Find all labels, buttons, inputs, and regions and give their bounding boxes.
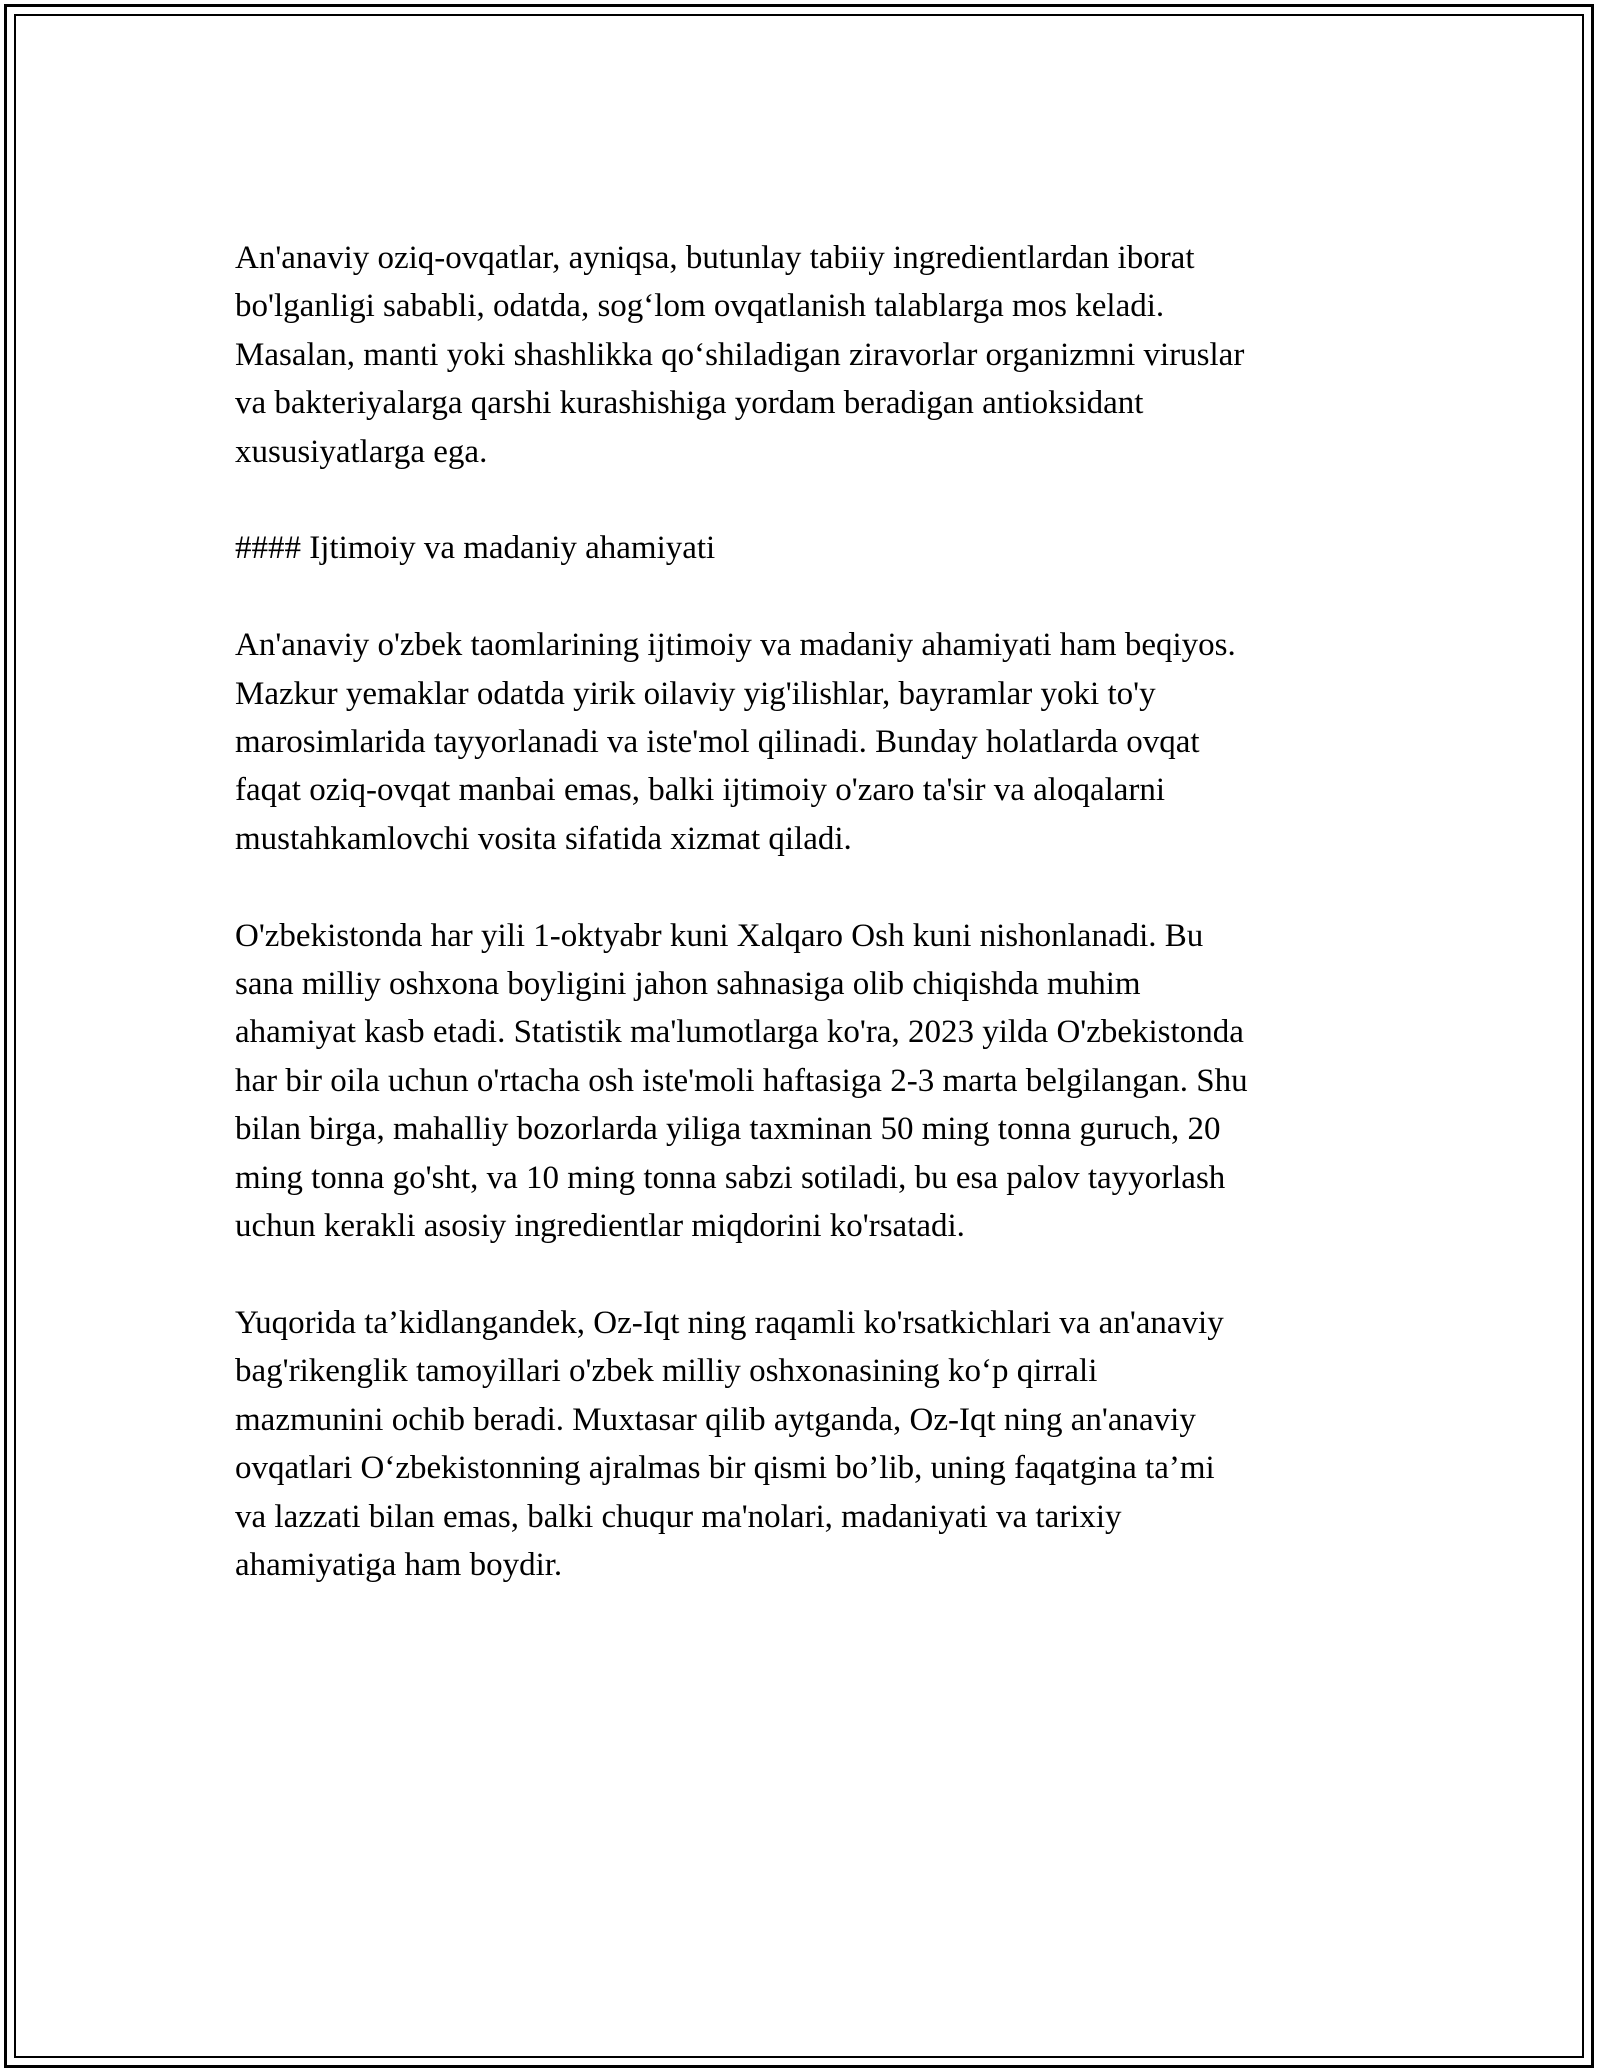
paragraph-healthy-food: An'anaviy oziq-ovqatlar, ayniqsa, butunlay tabiiy ingredientlardan iborat bo'lganligi sababli, odatda, sog‘lom ovqatlanish talablarga mos keladi. Masalan, manti yoki shashlikka qo‘shiladigan ziravorlar organizmni viruslar va bakteriyalarga qarshi kurashishiga yordam beradigan antioksidant xususiyatlarga ega. xyxy=(235,240,1245,470)
section-heading: #### Ijtimoiy va madaniy ahamiyati xyxy=(235,530,716,567)
document-body xyxy=(235,234,1375,1638)
paragraph-social-cultural: An'anaviy o'zbek taomlarining ijtimoiy va madaniy ahamiyati ham beqiyos. Mazkur yemaklar odatda yirik oilaviy yig'ilishlar, bayramlar yoki to'y marosimlarida tayyorlanadi va iste'mol qilinadi. Bunday holatlarda ovqat faqat oziq-ovqat manbai emas, balki ijtimoiy o'zaro ta'sir va aloqalarni mustahkamlovchi vosita sifatida xizmat qiladi. xyxy=(235,627,1236,857)
paragraph-conclusion: Yuqorida ta’kidlangandek, Oz-Iqt ning raqamli ko'rsatkichlari va an'anaviy bag'rikenglik tamoyillari o'zbek milliy oshxonasining ko‘p qirrali mazmunini ochib beradi. Muxtasar qilib aytganda, Oz-Iqt ning an'anaviy ovqatlari O‘zbekistonning ajralmas bir qismi bo’lib, uning faqatgina ta’mi va lazzati bilan emas, balki chuqur ma'nolari, madaniyati va tarixiy ahamiyatiga ham boydir. xyxy=(235,1304,1224,1583)
paragraph-osh-day-statistics: O'zbekistonda har yili 1-oktyabr kuni Xalqaro Osh kuni nishonlanadi. Bu sana milliy oshxona boyligini jahon sahnasiga olib chiqishda muhim ahamiyat kasb etadi. Statistik ma'lumotlarga ko'ra, 2023 yilda O'zbekistonda har bir oila uchun o'rtacha osh iste'moli haftasiga 2-3 marta belgilangan. Shu bilan birga, mahalliy bozorlarda yiliga taxminan 50 ming tonna guruch, 20 ming tonna go'sht, va 10 ming tonna sabzi sotiladi, bu esa palov tayyorlash uchun kerakli asosiy ingredientlar miqdorini ko'rsatadi. xyxy=(235,917,1248,1245)
